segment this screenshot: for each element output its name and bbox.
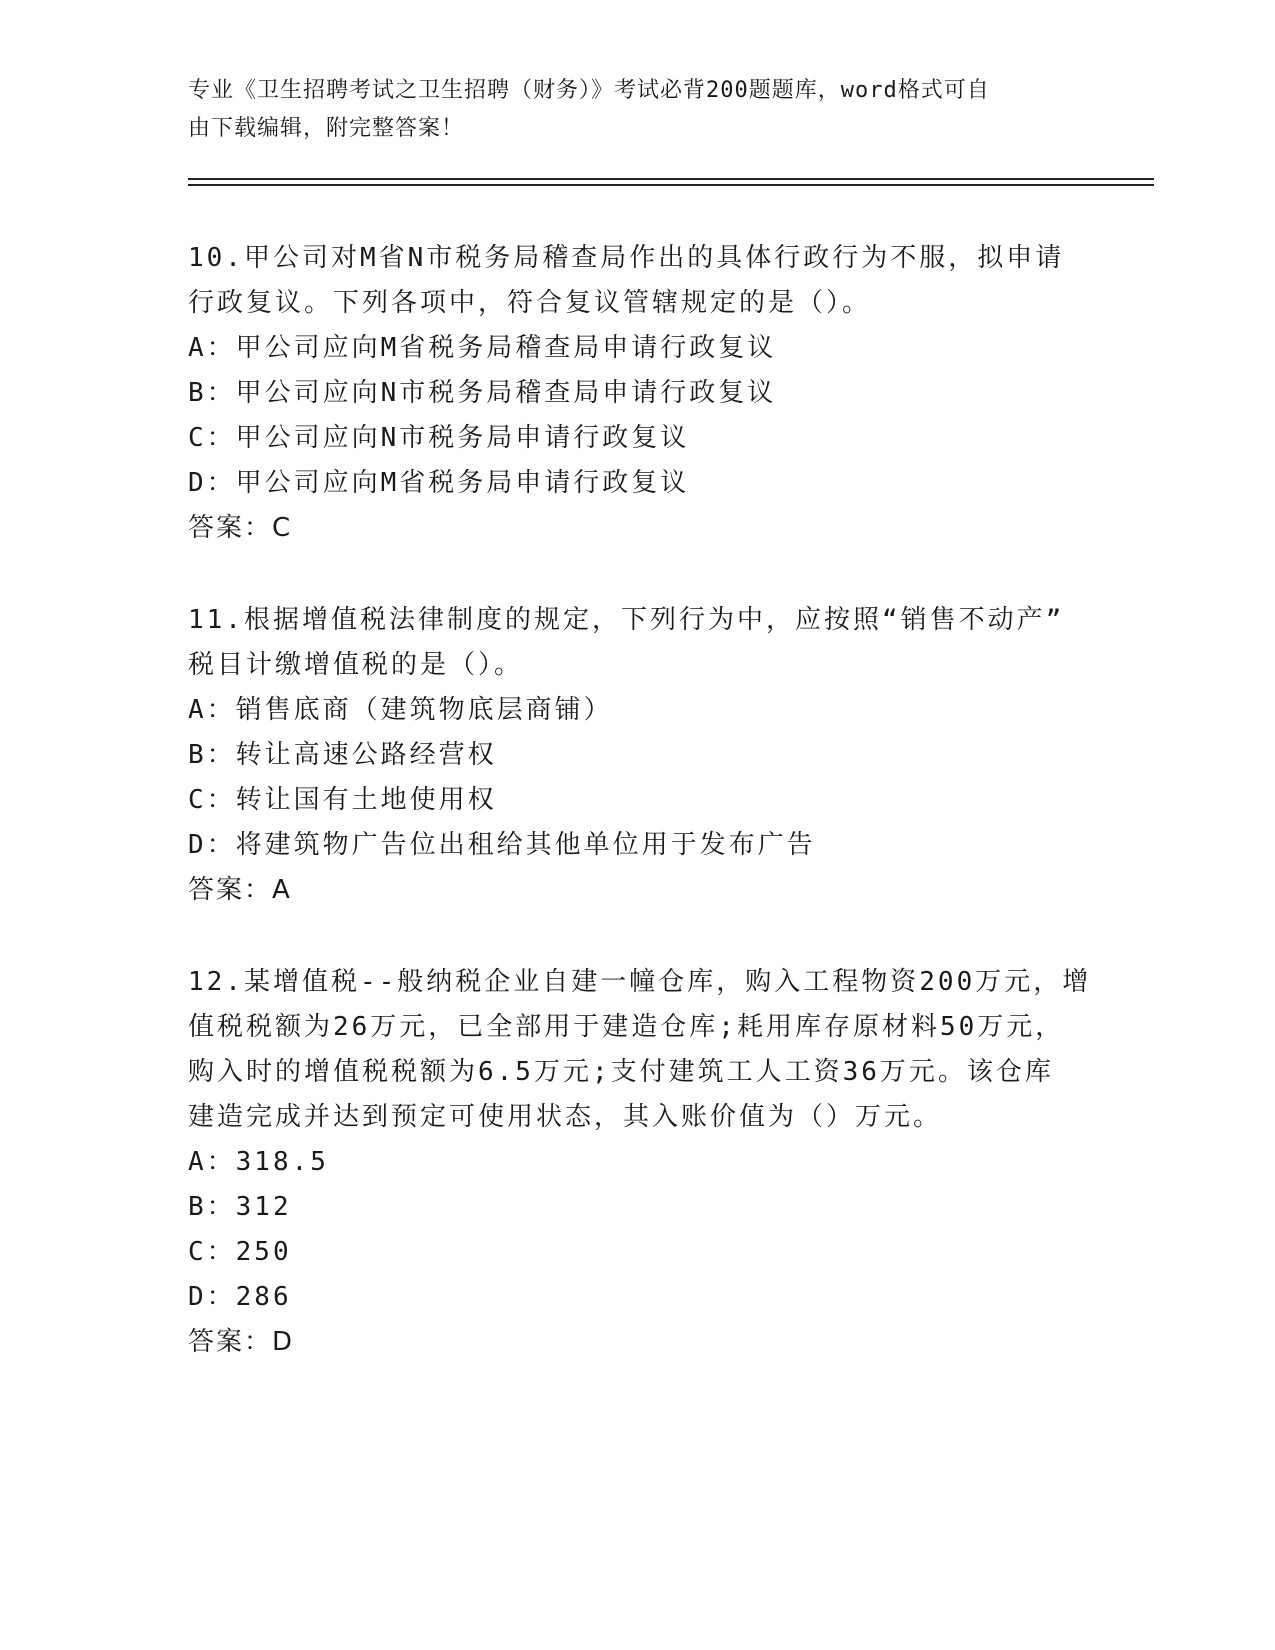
option-d: D：甲公司应向M省税务局申请行政复议 [188,468,690,498]
stem-line: 行政复议。下列各项中，符合复议管辖规定的是（）。 [188,288,872,318]
question-10 [188,236,1148,551]
answer-line: 答案：C [188,513,293,543]
option-a: A：甲公司应向M省税务局稽查局申请行政复议 [188,333,777,363]
question-stem [188,598,1148,688]
option-c: C：250 [188,1237,292,1267]
header-divider [188,178,1154,186]
question-12 [188,960,1148,1365]
option-d: D：286 [188,1282,292,1312]
document-page [188,0,1148,1412]
option-b: B：甲公司应向N市税务局稽查局申请行政复议 [188,378,777,408]
question-list [188,236,1148,1365]
option-b: B：312 [188,1192,292,1222]
stem-line: 值税税额为26万元，已全部用于建造仓库;耗用库存原材料50万元， [188,1012,1065,1042]
stem-line: 12.某增值税--般纳税企业自建一幢仓库，购入工程物资200万元，增 [188,967,1092,997]
answer-line: 答案：A [188,875,292,905]
stem-line: 11.根据增值税法律制度的规定，下列行为中，应按照“销售不动产” [188,605,1065,635]
question-stem [188,960,1148,1140]
option-c: C：转让国有土地使用权 [188,785,497,815]
option-a: A：销售底商（建筑物底层商铺） [188,695,613,725]
stem-line: 税目计缴增值税的是（）。 [188,650,524,680]
question-11 [188,598,1148,913]
option-a: A：318.5 [188,1147,329,1177]
header-line: 由下载编辑，附完整答案！ [188,116,465,141]
stem-line: 10.甲公司对M省N市税务局稽查局作出的具体行政行为不服，拟申请 [188,243,1065,273]
option-b: B：转让高速公路经营权 [188,740,497,770]
option-c: C：甲公司应向N市税务局申请行政复议 [188,423,690,453]
answer-line: 答案：D [188,1327,295,1357]
question-stem [188,236,1148,326]
stem-line: 建造完成并达到预定可使用状态，其入账价值为（）万元。 [188,1102,943,1132]
header-line: 专业《卫生招聘考试之卫生招聘（财务）》考试必背200题题库，word格式可自 [188,78,990,103]
stem-line: 购入时的增值税税额为6.5万元;支付建筑工人工资36万元。该仓库 [188,1057,1054,1087]
document-header [188,72,1068,148]
option-d: D：将建筑物广告位出租给其他单位用于发布广告 [188,830,816,860]
